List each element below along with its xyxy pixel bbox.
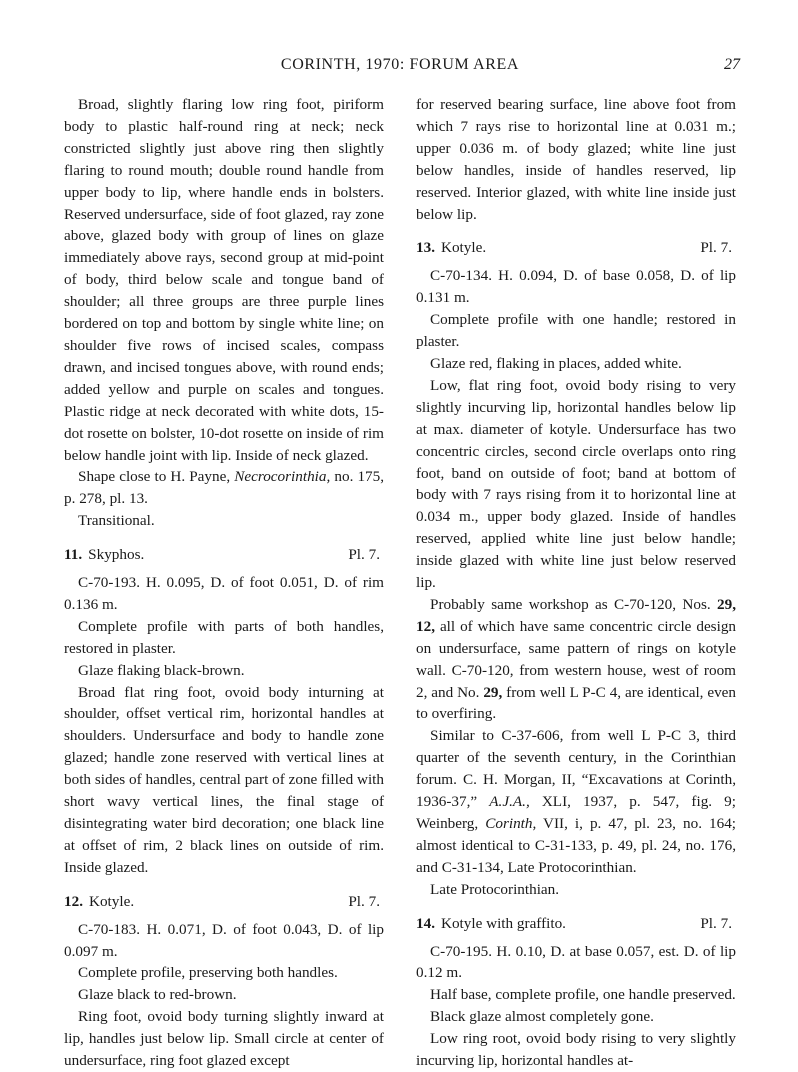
date-note: Late Protocorinthian. [430, 880, 560, 898]
entry-title: Kotyle. [88, 892, 135, 910]
glaze-line: Glaze red, flaking in places, added white. [430, 354, 682, 372]
description-paragraph: Ring foot, ovoid body turning slightly inward at lip, handles just below lip. Small circle at center of undersurface, ring foot glazed except [64, 1008, 384, 1070]
shape-note-text: Shape close to H. Payne, [78, 468, 231, 486]
plate-reference: Pl. 7. [700, 239, 732, 257]
entry-11-heading [64, 544, 384, 566]
entry-13-heading [416, 237, 736, 259]
right-column [416, 94, 736, 1072]
glaze-line: Black glaze almost completely gone. [430, 1008, 654, 1026]
catalog-line: C-70-134. H. 0.094, D. of base 0.058, D. of lip 0.131 m. [416, 267, 736, 307]
date-note: Transitional. [78, 512, 155, 530]
text-run: Probably same workshop as C-70-120, Nos. [430, 595, 711, 613]
shape-note [64, 466, 384, 510]
entry-ref: 29, [717, 595, 736, 613]
continued-paragraph: for reserved bearing surface, line above foot from which 7 rays rise to horizontal line at 0.031 m.; upper 0.036 m. of body glazed; white line just below handles, inside of handles reserved, lip reserved. Interior glazed, with white line inside just below lip. [416, 96, 736, 223]
shape-note-ref: no. 175, p. 278, pl. 13. [64, 468, 385, 508]
plate-reference: Pl. 7. [348, 546, 380, 564]
entry-ref: 29, [483, 683, 503, 701]
entry-number: 13. [416, 239, 435, 257]
catalog-line: C-70-183. H. 0.071, D. of foot 0.043, D. of lip 0.097 m. [64, 920, 384, 960]
continued-paragraph: Broad, slightly flaring low ring foot, piriform body to plastic half-round ring at neck; neck constricted slightly just above ring then slightly flaring to round mouth; double round handle from upper body to lip, where handle ends in bolsters. Reserved undersurface, side of foot glazed, ray zone above, glazed body with group of lines on glaze immediately above rays, second group at mid-point of body, third below scale and tongue band of shoulder; all three groups are three purple lines bordered on top and bottom by single white line; on shoulder five rows of incised scales, compass drawn, and incised tongues above, with round ends; added yellow and purple on scales and tongues. Plastic ridge at neck decorated with white dots, 15-dot rosette on bolster, 10-dot rosette on inside of rim below handle joint with lip. Inside of neck glazed. [64, 96, 384, 464]
plate-reference: Pl. 7. [348, 892, 380, 910]
catalog-line: C-70-195. H. 0.10, D. at base 0.057, est. D. of lip 0.12 m. [416, 942, 736, 982]
running-head: CORINTH, 1970: FORUM AREA [280, 56, 520, 73]
text-run: Similar to C-37-606, from well L P-C 3, third quarter of the seventh century, in the Corinthian forum. C. H. Morgan, II, “Excavations at Corinth, 1936-37,” [416, 727, 736, 811]
entry-title: Kotyle with graffito. [440, 914, 566, 932]
page-header [60, 56, 740, 80]
profile-line: Complete profile with parts of both handles, restored in plaster. [64, 617, 384, 657]
workshop-paragraph [416, 594, 736, 725]
text-run: XLI, 1937, p. 547, fig. 9; Weinberg, [416, 793, 737, 832]
entry-14-heading [416, 913, 736, 935]
glaze-line: Glaze flaking black-brown. [78, 661, 245, 679]
entry-number: 11. [64, 546, 83, 564]
entry-title: Kotyle. [440, 239, 487, 257]
left-column [64, 94, 384, 1072]
page-number: 27 [724, 56, 740, 73]
journal-title: A.J.A., [489, 793, 530, 811]
text-run: from well L P-C 4, are identical, even to overfiring. [416, 683, 736, 723]
entry-12-heading [64, 891, 384, 913]
plate-reference: Pl. 7. [700, 914, 732, 932]
entry-number: 12. [64, 892, 83, 910]
catalog-line: C-70-193. H. 0.095, D. of foot 0.051, D. of rim 0.136 m. [64, 574, 384, 613]
description-paragraph: Low, flat ring foot, ovoid body rising to very slightly incurving lip, horizontal handles below lip at max. diameter of kotyle. Undersurface has two concentric circles, second circle overlaps onto ring foot, band on outside of foot; band at bottom of body with 7 rays rising from it to horizontal line at 0.034 m., upper body glazed. Inside of handles reserved, applied white line just below handle; inside glazed with white line just below reserved lip. [416, 376, 736, 592]
shape-note-title: Necrocorinthia, [234, 468, 331, 486]
text-run: all of which have same concentric circle design on undersurface, same pattern of rings on kotyle wall. C-70-120, from western house, west of room 2, and No. [416, 617, 737, 701]
book-title: Corinth, [485, 815, 537, 832]
entry-ref: 12, [416, 617, 435, 635]
description-paragraph: Low ring root, ovoid body rising to very slightly incurving lip, horizontal handles at- [416, 1030, 736, 1070]
entry-number: 14. [416, 914, 435, 932]
entry-title: Skyphos. [88, 546, 145, 564]
text-run: VII, i, p. 47, pl. 23, no. 164; almost identical to C-31-133, p. 49, pl. 24, no. 176, and C-31-134, Late Protocorinthian. [416, 815, 737, 876]
profile-line: Complete profile with one handle; restored in plaster. [416, 311, 736, 351]
similar-paragraph [416, 725, 736, 878]
profile-line: Complete profile, preserving both handles. [78, 964, 338, 982]
glaze-line: Glaze black to red-brown. [78, 986, 237, 1004]
description-paragraph: Broad flat ring foot, ovoid body inturning at shoulder, offset vertical rim, horizontal handles at shoulders. Undersurface and body to handle zone glazed; handle zone reserved with vertical lines at both sides of handles, central part of zone filled with short wavy vertical lines, the final stage of disintegrating water bird decoration; one black line at offset of rim, 2 black lines on outside of rim. Inside glazed. [64, 683, 384, 876]
preservation-line: Half base, complete profile, one handle preserved. [430, 986, 736, 1004]
